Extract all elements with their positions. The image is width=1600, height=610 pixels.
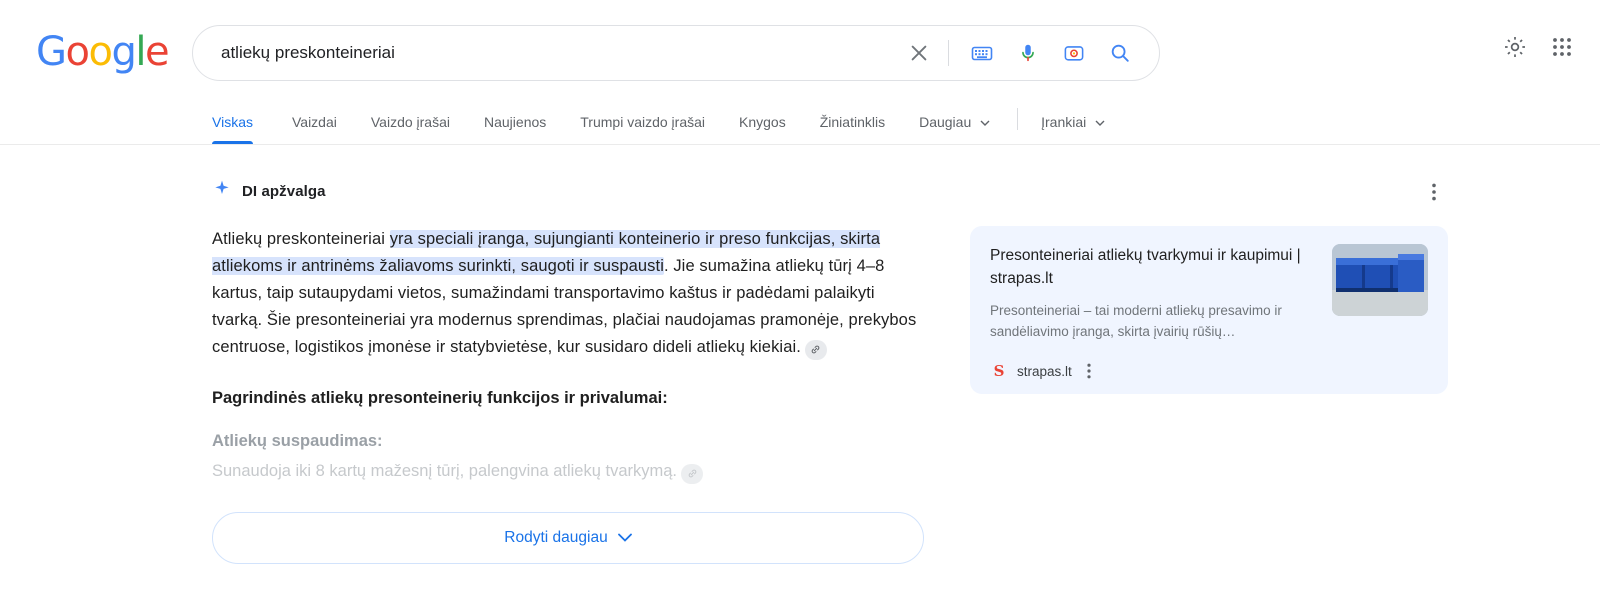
tab-ziniatinklis[interactable]: [803, 113, 902, 144]
tab-vaizdai[interactable]: [275, 113, 354, 144]
tab-vaizdo-irasai[interactable]: [354, 113, 467, 144]
source-link-icon[interactable]: [805, 340, 827, 360]
logo-letter: e: [144, 29, 169, 75]
ai-overview-title: DI apžvalga: [242, 182, 326, 200]
tab-label: Žiniatinklis: [819, 114, 886, 130]
search-submit-icon[interactable]: [1097, 30, 1143, 76]
logo-letter: G: [36, 29, 66, 75]
tab-naujienos[interactable]: [467, 113, 563, 144]
header-actions: [1502, 34, 1574, 65]
show-more-label: Rodyti daugiau: [504, 529, 608, 546]
tab-label: Trumpi vaizdo įrašai: [580, 114, 706, 130]
logo-letter: o: [65, 29, 89, 75]
keyboard-icon[interactable]: [959, 30, 1005, 76]
source-card-footer: [990, 362, 1097, 380]
show-more-button[interactable]: [212, 512, 924, 564]
logo-letter: o: [88, 29, 112, 75]
favicon-icon: S: [993, 362, 1005, 380]
microphone-icon[interactable]: [1005, 30, 1051, 76]
tab-label: Viskas: [212, 114, 253, 130]
tab-label: Vaizdai: [291, 114, 337, 130]
search-input[interactable]: [193, 43, 896, 63]
camera-lens-icon[interactable]: [1051, 30, 1097, 76]
clear-search-icon[interactable]: [896, 30, 942, 76]
source-card-domain[interactable]: strapas.lt: [1017, 363, 1072, 379]
paragraph-lead: Atliekų preskonteineriai: [212, 230, 390, 248]
source-link-icon[interactable]: [681, 464, 703, 484]
tab-label: Daugiau: [919, 114, 972, 130]
logo-letter: l: [135, 29, 145, 75]
logo-letter: g: [111, 29, 136, 75]
search-tabs: [212, 96, 1122, 144]
ai-overview-body: [212, 226, 1448, 564]
tab-label: Naujienos: [484, 114, 547, 130]
paragraph-highlight: yra speciali įranga, sujungianti konteinerio ir preso funkcijas, skirta atliekoms ir antrinėms žaliavoms surinkti, saugoti ir suspausti: [212, 230, 881, 275]
source-card-title[interactable]: Presonteineriai atliekų tvarkymui ir kaupimui | strapas.lt: [990, 247, 1301, 287]
tab-knygos[interactable]: [722, 113, 803, 144]
ai-overview-panel: [212, 178, 1448, 564]
ai-overview-more-options-icon[interactable]: [1420, 178, 1448, 206]
tools-label: Įrankiai: [1041, 114, 1087, 130]
apps-grid-icon[interactable]: [1550, 35, 1574, 64]
search-divider: [948, 40, 949, 66]
tab-viskas[interactable]: [212, 113, 275, 144]
ai-overview-subheading: Pagrindinės atliekų presonteinerių funkcijos ir privalumai:: [212, 389, 668, 407]
sparkle-icon: [212, 179, 232, 204]
chevron-down-icon: [980, 112, 990, 130]
source-card-thumbnail[interactable]: [1332, 244, 1428, 316]
tools-button[interactable]: [1024, 112, 1122, 144]
google-logo[interactable]: [36, 30, 168, 74]
search-bar[interactable]: [192, 25, 1160, 81]
tab-label: Vaizdo įrašai: [370, 114, 450, 130]
chevron-down-icon: [618, 529, 632, 547]
ai-overview-header: [212, 178, 1448, 204]
gear-icon[interactable]: [1502, 34, 1528, 65]
tab-daugiau[interactable]: [902, 112, 1007, 144]
ai-overview-item-title: Atliekų suspaudimas:: [212, 432, 383, 450]
source-card[interactable]: [970, 226, 1448, 394]
page-header: [0, 0, 1600, 145]
tab-trumpi-vaizdo-irasai[interactable]: [563, 113, 722, 144]
source-card-text: [990, 244, 1316, 342]
source-card-more-options-icon[interactable]: [1081, 363, 1097, 379]
ai-overview-item-text-wrap: [212, 458, 924, 484]
source-card-inner: [990, 244, 1428, 342]
source-card-snippet: Presonteineriai – tai moderni atliekų presavimo ir sandėliavimo įranga, skirta įvairių rūšių…: [990, 303, 1282, 339]
tabs-separator: [1017, 108, 1018, 130]
tab-label: Knygos: [739, 114, 786, 130]
chevron-down-icon: [1095, 112, 1105, 130]
ai-overview-left-column: [212, 226, 924, 564]
ai-overview-item-text: Sunaudoja iki 8 kartų mažesnį tūrį, palengvina atliekų tvarkymą.: [212, 462, 677, 480]
paragraph-rest: . Jie sumažina atliekų tūrį 4–8 kartus, taip sutaupydami vietos, sumažindami transportavimo kaštus ir padėdami palaikyti tvarką. Šie presonteineriai yra modernus sprendimas, plačiai naudojamas pramonėje, prekybos centruose, logistikos įmonėse ir statybvietėse, kur susidaro dideli atliekų kiekiai.: [212, 257, 917, 356]
ai-overview-paragraph: [212, 226, 924, 361]
